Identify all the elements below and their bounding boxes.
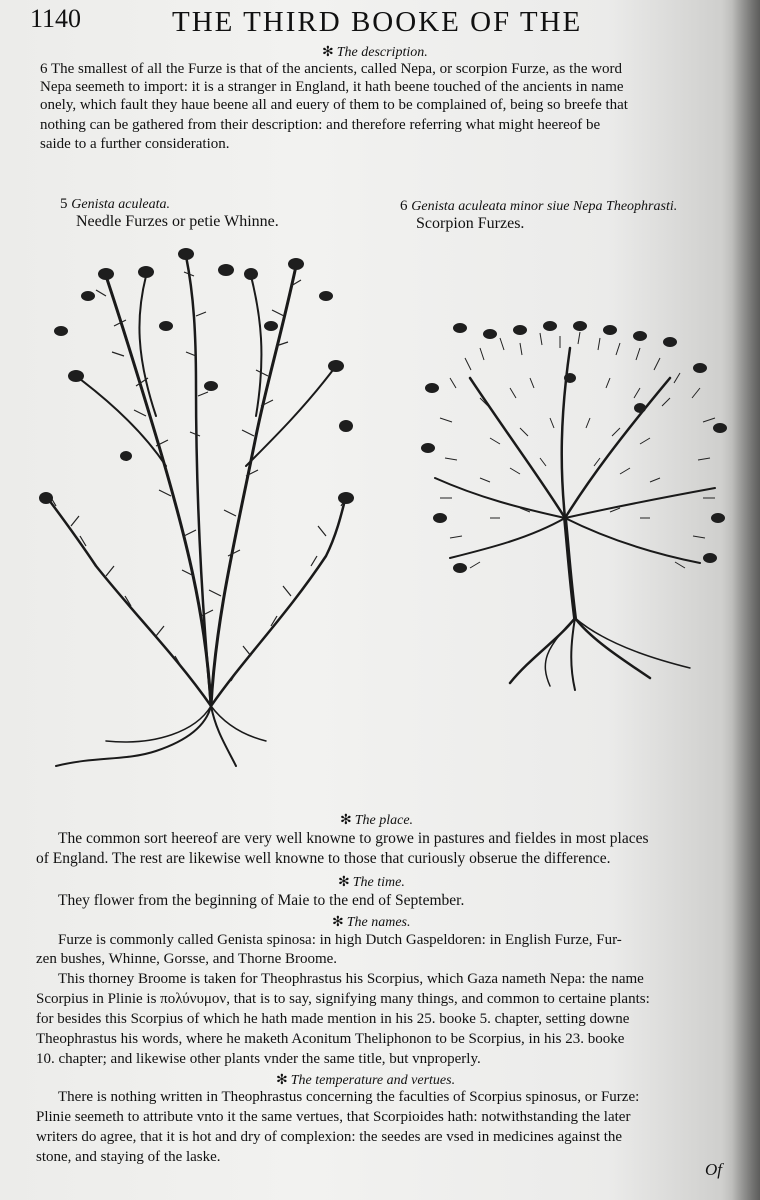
asterism-icon: ✻ — [338, 875, 350, 890]
asterism-icon: ✻ — [332, 915, 344, 930]
description-line: Nepa seemeth to import: it is a stranger in England, it hath beene touched of the ancients in name — [40, 79, 624, 95]
description-heading — [322, 44, 428, 61]
catchword: Of — [705, 1160, 722, 1179]
temperature-line: stone, and staying of the laske. — [36, 1149, 221, 1165]
figure-caption-6 — [400, 198, 677, 233]
page-number: 1140 — [30, 4, 82, 33]
asterism-icon: ✻ — [276, 1073, 288, 1088]
asterism-icon: ✻ — [340, 813, 352, 828]
figure-english-name: Needle Furzes or petie Whinne. — [76, 213, 279, 230]
temperature-line: Plinie seemeth to attribute vnto it the same vertues, that Scorpioides hath: notwithstanding the later — [36, 1109, 631, 1125]
time-heading — [338, 874, 405, 891]
description-line: nothing can be gathered from their description: and therefore referring what might heereof be — [40, 117, 601, 133]
figure-latin-name: Genista aculeata minor siue Nepa Theophrasti. — [411, 199, 678, 214]
place-line: of England. The rest are likewise well knowne to those that curiously obserue the difference. — [36, 850, 611, 867]
names-line: Theophrastus his words, where he maketh Aconitum Theliphonon to be Scorpius, in his 23. booke — [36, 1031, 625, 1047]
figure-english-name: Scorpion Furzes. — [416, 215, 525, 232]
names-line: This thorney Broome is taken for Theophrastus his Scorpius, which Gaza nameth Nepa: the name — [58, 971, 644, 987]
spine-shadow — [732, 0, 760, 1200]
place-line: The common sort heereof are very well knowne to growe in pastures and fieldes in most places — [58, 830, 649, 847]
figure-number: 5 — [60, 196, 68, 212]
figure-number: 6 — [400, 198, 408, 214]
names-line: Scorpius in Plinie is πολύνυμον, that is to say, signifying many things, and common to certaine plants: — [36, 991, 650, 1007]
temperature-line: There is nothing written in Theophrastus concerning the faculties of Scorpius spinosus, or Furze: — [58, 1089, 640, 1105]
woodcut-scorpion-furze-illustration — [420, 318, 732, 698]
place-heading-text: The place. — [354, 813, 414, 828]
names-line: 10. chapter; and likewise other plants vnder the same title, but vnproperly. — [36, 1051, 481, 1067]
asterism-icon: ✻ — [322, 45, 334, 60]
description-line: onely, which fault they haue beene all and euery of them to be complained of, being so breefe that — [40, 97, 628, 113]
description-line: 6 The smallest of all the Furze is that of the ancients, called Nepa, or scorpion Furze, as the word — [40, 61, 623, 77]
names-line: Furze is commonly called Genista spinosa: in high Dutch Gaspeldoren: in English Furze, Fur- — [58, 932, 622, 948]
temperature-line: writers do agree, that it is hot and dry of complexion: the seedes are vsed in medicines against the — [36, 1129, 623, 1145]
temperature-heading-text: The temperature and vertues. — [290, 1073, 456, 1088]
running-head: THE THIRD BOOKE OF THE — [172, 6, 583, 38]
woodcut-needle-furze-illustration — [36, 236, 366, 776]
time-heading-text: The time. — [352, 875, 405, 890]
temperature-heading — [276, 1072, 455, 1089]
names-heading-text: The names. — [346, 915, 411, 930]
description-heading-text: The description. — [336, 45, 428, 60]
time-line: They flower from the beginning of Maie to the end of September. — [58, 892, 465, 909]
figure-caption-5 — [60, 196, 279, 231]
names-heading — [332, 914, 411, 931]
names-line: zen bushes, Whinne, Gorsse, and Thorne Broome. — [36, 951, 338, 967]
figure-latin-name: Genista aculeata. — [71, 197, 171, 212]
description-line: saide to a further consideration. — [40, 136, 230, 152]
names-line: for besides this Scorpius of which he hath made mention in his 25. booke 5. chapter, setting downe — [36, 1011, 630, 1027]
place-heading — [340, 812, 413, 829]
